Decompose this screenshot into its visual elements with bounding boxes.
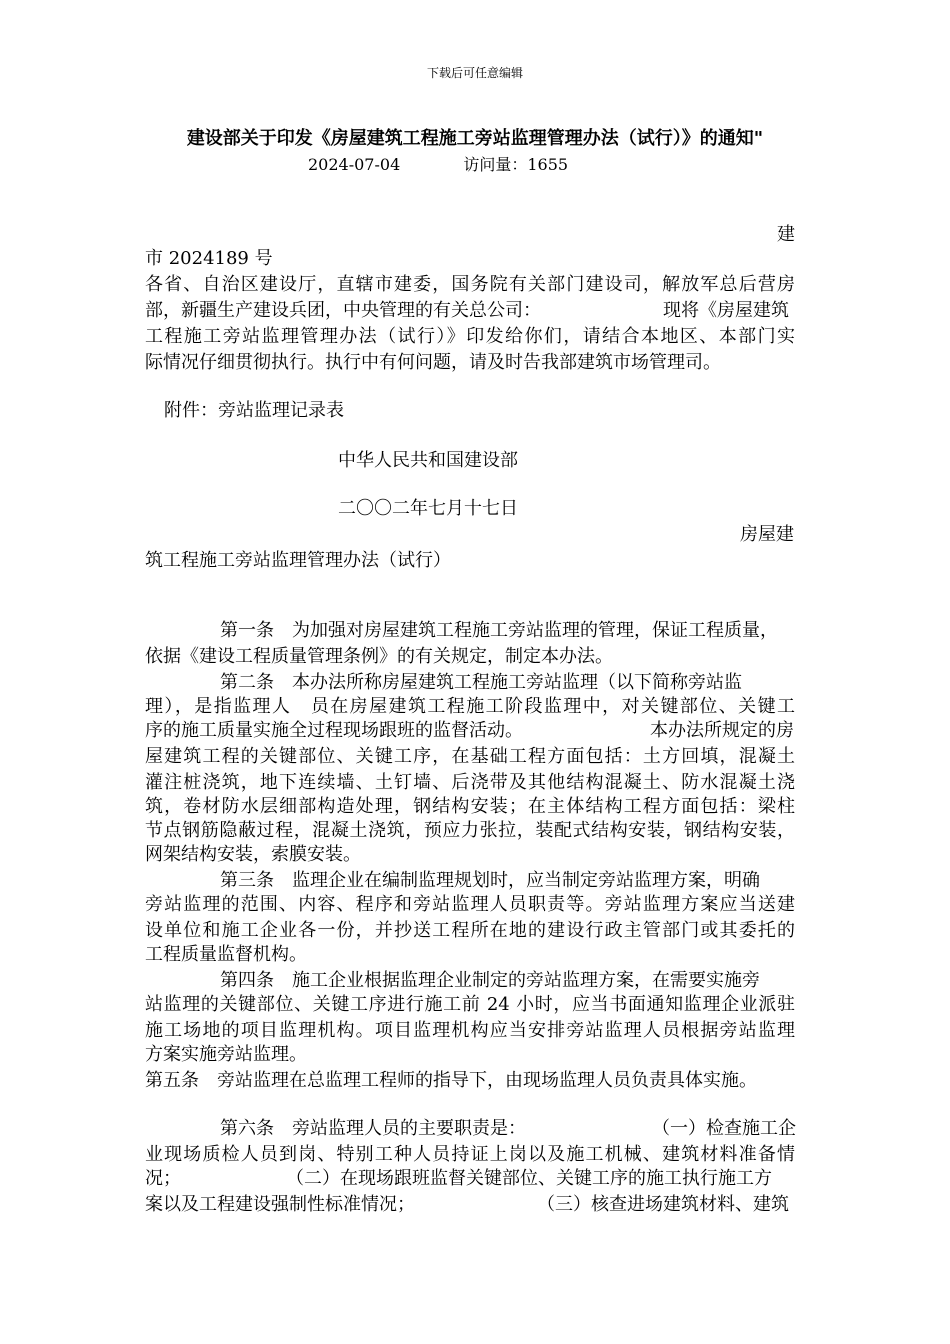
article-3-line: 设单位和施工企业各一份，并抄送工程所在地的建设行政主管部门或其委托的 <box>145 920 795 941</box>
article-2-line: 本办法所规定的房 <box>650 720 794 741</box>
addressee-line: 各省、自治区建设厅，直辖市建委，国务院有关部门建设司，解放军总后营房 <box>145 274 795 295</box>
article-2-line: 筑，卷材防水层细部构造处理，钢结构安装；在主体结构工程方面包括：梁柱 <box>145 796 795 817</box>
article-4-line: 站监理的关键部位、关键工序进行施工前 24 小时，应当书面通知监理企业派驻 <box>145 994 795 1015</box>
article-6-line: 况； <box>145 1168 181 1189</box>
article-2-line: 网架结构安装，索膜安装。 <box>145 844 361 865</box>
article-4-line: 方案实施旁站监理。 <box>145 1044 307 1065</box>
notice-body-line: 现将《房屋建筑 <box>663 300 789 321</box>
download-note: 下载后可任意编辑 <box>426 66 523 80</box>
article-6-line: （二）在现场跟班监督关键部位、关键工序的施工执行施工方 <box>286 1168 772 1189</box>
article-4-line: 第四条 施工企业根据监理企业制定的旁站监理方案，在需要实施旁 <box>220 970 760 991</box>
doc-number-prefix: 建 <box>777 224 795 245</box>
article-2-line: 灌注桩浇筑，地下连续墙、土钉墙、后浇带及其他结构混凝土、防水混凝土浇 <box>145 772 795 793</box>
attachment-line: 附件：旁站监理记录表 <box>164 400 344 421</box>
article-2-line: 第二条 本办法所称房屋建筑工程施工旁站监理（以下简称旁站监 <box>220 672 742 693</box>
publish-date: 2024-07-04 <box>308 155 401 174</box>
notice-body-line: 工程施工旁站监理管理办法（试行）》印发给你们，请结合本地区、本部门实 <box>145 326 795 347</box>
article-6-line: （三）核查进场建筑材料、建筑 <box>537 1194 789 1215</box>
measures-title-prefix: 房屋建 <box>740 524 794 545</box>
issuer-name: 中华人民共和国建设部 <box>338 450 518 471</box>
addressee-line: 部，新疆生产建设兵团，中央管理的有关总公司： <box>145 300 541 321</box>
article-6-line: （一）检查施工企 <box>652 1118 796 1139</box>
article-2-line: 节点钢筋隐蔽过程，混凝土浇筑，预应力张拉，装配式结构安装，钢结构安装， <box>145 820 795 841</box>
article-2-line: 序的施工质量实施全过程现场跟班的监督活动。 <box>145 720 523 741</box>
article-3-line: 第三条 监理企业在编制监理规划时，应当制定旁站监理方案，明确 <box>220 870 760 891</box>
article-2-line: 屋建筑工程的关键部位、关键工序，在基础工程方面包括：土方回填，混凝土 <box>145 746 795 767</box>
article-5-line: 第五条 旁站监理在总监理工程师的指导下，由现场监理人员负责具体实施。 <box>145 1070 757 1091</box>
doc-number: 市 2024189 号 <box>145 248 273 269</box>
article-6-line: 业现场质检人员到岗、特别工种人员持证上岗以及施工机械、建筑材料准备情 <box>145 1144 795 1165</box>
visit-count: 访问量：1655 <box>463 155 569 174</box>
article-4-line: 施工场地的项目监理机构。项目监理机构应当安排旁站监理人员根据旁站监理 <box>145 1020 795 1041</box>
article-2-line: 理），是指监理人 员在房屋建筑工程施工阶段监理中，对关键部位、关键工 <box>145 696 795 717</box>
article-1-line: 第一条 为加强对房屋建筑工程施工旁站监理的管理，保证工程质量， <box>220 620 778 641</box>
article-1-line: 依据《建设工程质量管理条例》的有关规定，制定本办法。 <box>145 646 613 667</box>
article-6-line: 案以及工程建设强制性标准情况； <box>145 1194 415 1215</box>
issue-date: 二〇〇二年七月十七日 <box>338 498 518 519</box>
measures-title: 筑工程施工旁站监理管理办法（试行） <box>145 550 451 571</box>
article-3-line: 工程质量监督机构。 <box>145 944 307 965</box>
meta-line <box>308 152 568 175</box>
article-3-line: 旁站监理的范围、内容、程序和旁站监理人员职责等。旁站监理方案应当送建 <box>145 894 795 915</box>
notice-title: 建设部关于印发《房屋建筑工程施工旁站监理管理办法（试行）》的通知" <box>186 128 764 149</box>
notice-body-line: 际情况仔细贯彻执行。执行中有何问题，请及时告我部建筑市场管理司。 <box>145 352 721 373</box>
article-6-line: 第六条 旁站监理人员的主要职责是： <box>220 1118 526 1139</box>
